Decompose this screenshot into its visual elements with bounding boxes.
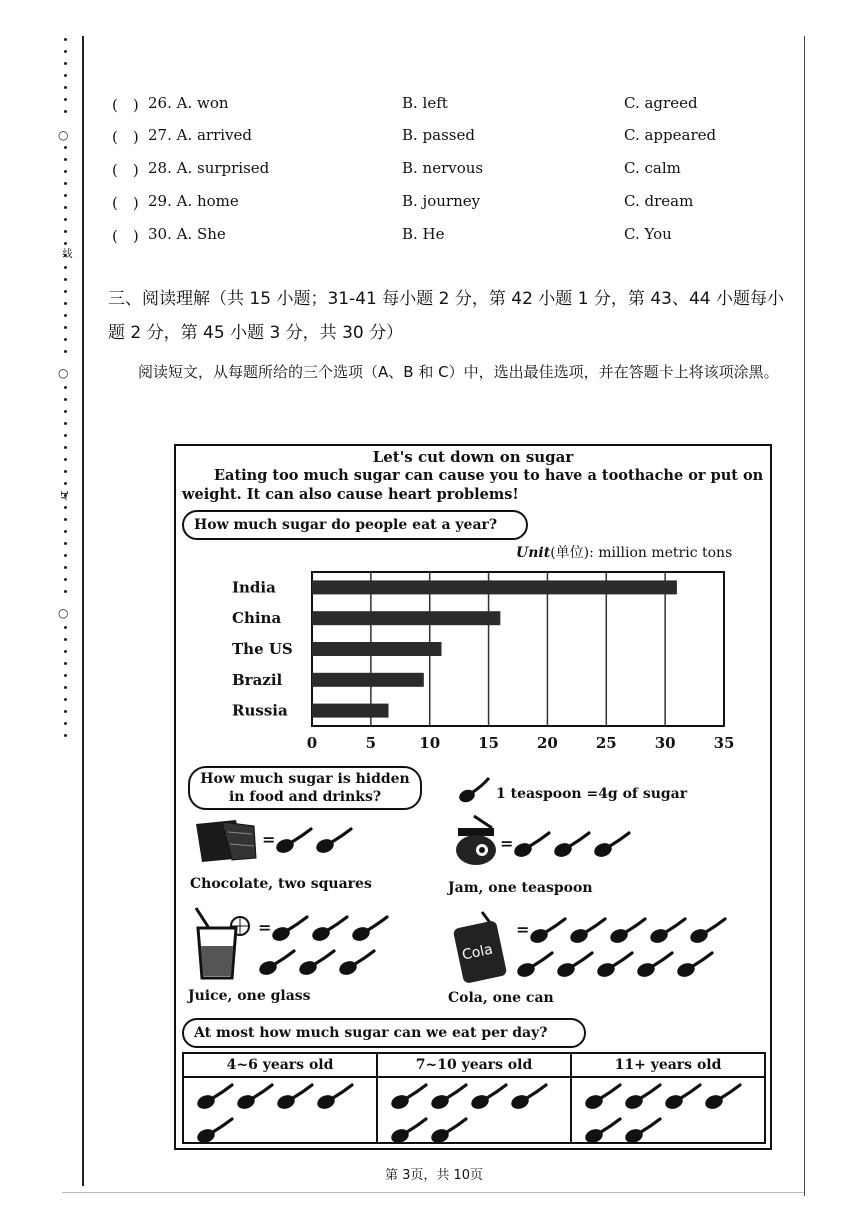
option-a: 30. A. She	[148, 225, 226, 243]
binding-dot	[64, 194, 67, 197]
category-label: China	[232, 609, 282, 628]
age-group-label: 4~6 years old	[184, 1054, 376, 1078]
binding-dot	[64, 470, 67, 473]
category-label: Russia	[232, 701, 288, 720]
binding-circle-mark: ○	[58, 366, 69, 380]
teaspoon-icon	[624, 1116, 664, 1146]
food-label-chocolate: Chocolate, two squares	[190, 876, 372, 892]
binding-dot	[64, 434, 67, 437]
teaspoon-icon	[315, 826, 355, 856]
teaspoon-icon	[649, 916, 689, 946]
page-footer: 第 3页，共 10页	[384, 1168, 484, 1183]
food-label-jam: Jam, one teaspoon	[448, 880, 593, 896]
age-group-7-10	[378, 1054, 572, 1142]
teaspoon-icon	[390, 1116, 430, 1146]
unit-text: (单位): million metric tons	[550, 545, 733, 561]
option-c: C. appeared	[624, 126, 717, 144]
teaspoon-icon	[196, 1116, 236, 1146]
teaspoon-icon	[316, 1082, 356, 1112]
binding-dot	[64, 530, 67, 533]
option-b: B. journey	[402, 192, 481, 210]
teaspoon-icon	[298, 948, 338, 978]
teaspoon-equivalence: 1 teaspoon =4g of sugar	[496, 786, 688, 802]
binding-circle-mark: ○	[58, 128, 69, 142]
teaspoon-icon	[271, 914, 311, 944]
teaspoon-icon	[430, 1116, 470, 1146]
teaspoon-icon	[593, 830, 633, 860]
equals-sign: =	[516, 920, 530, 939]
option-a: 27. A. arrived	[148, 126, 253, 144]
option-row-26	[112, 94, 752, 118]
binding-dot	[64, 698, 67, 701]
teaspoon-icon	[569, 916, 609, 946]
teaspoon-icon	[338, 948, 378, 978]
binding-dot	[64, 302, 67, 305]
poster-title: Let's cut down on sugar	[372, 448, 574, 466]
age-group-label: 11+ years old	[572, 1054, 764, 1078]
binding-dot	[64, 86, 67, 89]
binding-dot	[64, 458, 67, 461]
teaspoon-icon	[516, 950, 556, 980]
question-bubble-daily-limit: At most how much sugar can we eat per day?	[182, 1018, 586, 1048]
binding-dot	[64, 722, 67, 725]
bar	[312, 611, 500, 625]
binding-dot	[64, 206, 67, 209]
binding-dot	[64, 518, 67, 521]
option-a: 26. A. won	[148, 94, 229, 112]
x-tick-label: 5	[365, 734, 377, 752]
food-label-juice: Juice, one glass	[188, 988, 311, 1004]
bar	[312, 580, 677, 594]
page-bottom-edge	[62, 1192, 804, 1193]
juice-glass-icon	[190, 906, 256, 982]
x-tick-label: 0	[306, 734, 318, 752]
binding-dot	[64, 74, 67, 77]
age-group-11-plus	[572, 1054, 764, 1142]
bar	[312, 642, 441, 656]
binding-dot	[64, 638, 67, 641]
teaspoon-icon	[458, 776, 492, 806]
binding-dot	[64, 422, 67, 425]
teaspoon-icon	[275, 826, 315, 856]
binding-dot	[64, 38, 67, 41]
binding-dot	[64, 686, 67, 689]
teaspoon-icon	[664, 1082, 704, 1112]
spoon-group-age-11-plus	[584, 1082, 754, 1150]
option-c: C. calm	[624, 159, 681, 177]
unit-label: Unit	[516, 545, 551, 561]
binding-dot	[64, 266, 67, 269]
binding-dot	[64, 710, 67, 713]
teaspoon-icon	[689, 916, 729, 946]
binding-dot	[64, 158, 67, 161]
option-b: B. passed	[402, 126, 475, 144]
binding-dot	[64, 506, 67, 509]
age-group-4-6	[184, 1054, 378, 1142]
equals-sign: =	[258, 918, 272, 937]
binding-dot	[64, 110, 67, 113]
spoon-group-jam	[500, 830, 633, 864]
binding-dot	[64, 674, 67, 677]
category-label: The US	[232, 640, 293, 658]
x-tick-label: 10	[419, 734, 441, 752]
binding-dot	[64, 734, 67, 737]
spoon-group-age-7-10	[390, 1082, 560, 1150]
spoon-group-chocolate	[262, 826, 355, 860]
answer-blank[interactable]: ( )	[112, 161, 139, 179]
spoon-group-juice	[258, 914, 398, 982]
section-instruction: 阅读短文，从每题所给的三个选项（A、B 和 C）中，选出最佳选项，并在答题卡上将该项涂黑。	[138, 363, 779, 381]
daily-limit-table	[182, 1052, 766, 1144]
binding-dot	[64, 410, 67, 413]
question-bubble-hidden-sugar: How much sugar is hidden in food and drinks?	[188, 766, 422, 810]
answer-blank[interactable]: ( )	[112, 227, 139, 245]
binding-dot	[64, 566, 67, 569]
teaspoon-icon	[258, 948, 298, 978]
teaspoon-icon	[430, 1082, 470, 1112]
food-label-cola: Cola, one can	[448, 990, 554, 1006]
option-row-27	[112, 126, 752, 150]
binding-margin-mark: 1r	[58, 490, 69, 501]
teaspoon-icon	[311, 914, 351, 944]
teaspoon-icon	[704, 1082, 744, 1112]
binding-dot	[64, 662, 67, 665]
option-row-29	[112, 192, 752, 216]
cola-can-text: Cola	[460, 941, 495, 964]
binding-circle-mark: ○	[58, 606, 69, 620]
reading-poster	[174, 444, 772, 1150]
option-b: B. He	[402, 225, 445, 243]
spoon-group-age-4-6	[196, 1082, 366, 1150]
binding-dot	[64, 170, 67, 173]
unit-note	[516, 542, 732, 562]
teaspoon-icon	[529, 916, 569, 946]
binding-dot	[64, 650, 67, 653]
teaspoon-icon	[196, 1082, 236, 1112]
binding-dot	[64, 398, 67, 401]
cola-can-icon	[452, 910, 514, 984]
question-bubble-annual-sugar: How much sugar do people eat a year?	[182, 510, 528, 540]
chocolate-icon	[192, 818, 262, 864]
teaspoon-icon	[556, 950, 596, 980]
option-c: C. dream	[624, 192, 694, 210]
binding-line-label: 线	[60, 248, 71, 258]
teaspoon-icon	[510, 1082, 550, 1112]
option-b: B. left	[402, 94, 448, 112]
binding-dot	[64, 290, 67, 293]
binding-dot	[64, 554, 67, 557]
binding-dot	[64, 98, 67, 101]
teaspoon-icon	[276, 1082, 316, 1112]
bar	[312, 673, 424, 687]
teaspoon-icon	[676, 950, 716, 980]
binding-dot	[64, 326, 67, 329]
x-tick-label: 20	[536, 734, 558, 752]
age-group-label: 7~10 years old	[378, 1054, 570, 1078]
option-row-30	[112, 225, 752, 249]
teaspoon-icon	[636, 950, 676, 980]
binding-dot	[64, 218, 67, 221]
x-tick-label: 15	[478, 734, 500, 752]
teaspoon-icon	[624, 1082, 664, 1112]
teaspoon-icon	[609, 916, 649, 946]
teaspoon-icon	[596, 950, 636, 980]
binding-dot	[64, 578, 67, 581]
binding-dot	[64, 62, 67, 65]
option-b: B. nervous	[402, 159, 484, 177]
binding-dot	[64, 590, 67, 593]
binding-dot	[64, 230, 67, 233]
category-label: India	[232, 578, 276, 597]
equals-sign: =	[500, 834, 514, 853]
binding-dot	[64, 278, 67, 281]
teaspoon-icon	[390, 1082, 430, 1112]
answer-blank[interactable]: ( )	[112, 128, 139, 146]
answer-blank[interactable]: ( )	[112, 96, 139, 114]
poster-intro: Eating too much sugar can cause you to have a toothache or put on weight. It can also cause heart problems!	[182, 467, 764, 503]
binding-dot	[64, 482, 67, 485]
sugar-consumption-chart	[226, 560, 771, 760]
binding-dot	[64, 350, 67, 353]
binding-dot	[64, 242, 67, 245]
equals-sign: =	[262, 830, 276, 849]
spoon-group-cola	[516, 916, 752, 984]
binding-dotted-line	[60, 38, 74, 758]
teaspoon-icon	[584, 1082, 624, 1112]
teaspoon-icon	[584, 1116, 624, 1146]
x-tick-label: 35	[713, 734, 735, 752]
x-tick-label: 25	[595, 734, 617, 752]
binding-dot	[64, 542, 67, 545]
x-tick-label: 30	[654, 734, 676, 752]
option-a: 29. A. home	[148, 192, 239, 210]
binding-dot	[64, 338, 67, 341]
option-c: C. You	[624, 225, 672, 243]
teaspoon-key	[458, 776, 758, 812]
bar	[312, 704, 389, 718]
category-label: Brazil	[232, 670, 283, 689]
teaspoon-icon	[513, 830, 553, 860]
teaspoon-icon	[470, 1082, 510, 1112]
binding-dot	[64, 182, 67, 185]
teaspoon-icon	[351, 914, 391, 944]
page-right-edge	[804, 36, 805, 1196]
teaspoon-icon	[236, 1082, 276, 1112]
option-row-28	[112, 159, 752, 183]
binding-dot	[64, 626, 67, 629]
teaspoon-icon	[553, 830, 593, 860]
binding-dot	[64, 314, 67, 317]
option-a: 28. A. surprised	[148, 159, 270, 177]
section-heading: 三、阅读理解（共 15 小题；31-41 每小题 2 分，第 42 小题 1 分，第 43、44 小题每小题 2 分，第 45 小题 3 分，共 30 分）	[108, 289, 784, 343]
option-c: C. agreed	[624, 94, 698, 112]
binding-dot	[64, 50, 67, 53]
binding-dot	[64, 446, 67, 449]
jam-jar-icon	[452, 814, 502, 866]
answer-blank[interactable]: ( )	[112, 194, 139, 212]
binding-dot	[64, 146, 67, 149]
binding-line	[82, 36, 84, 1186]
binding-dot	[64, 386, 67, 389]
